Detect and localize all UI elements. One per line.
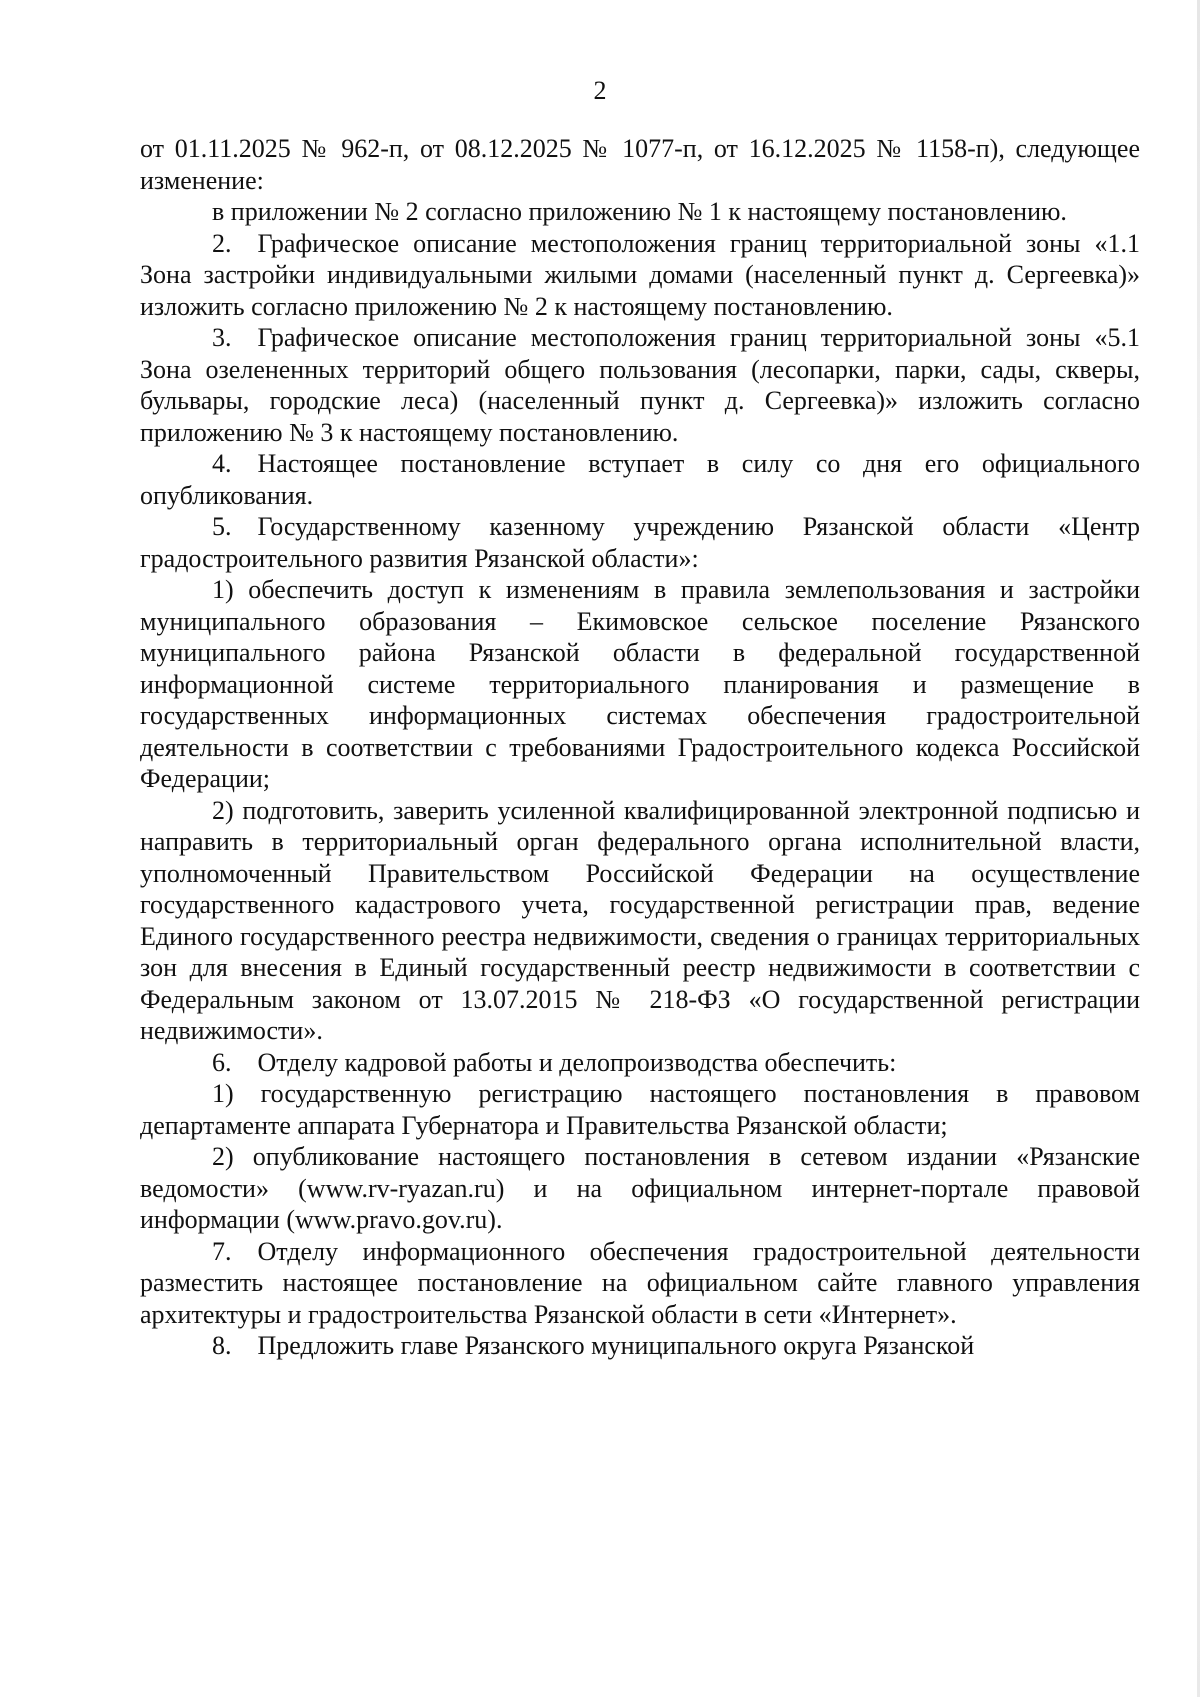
paragraph-item-2: 2. Графическое описание местоположения границ территориальной зоны «1.1 Зона застройки индивидуальными жилыми домами (населенный пункт д. Сергеевка)» изложить согласно приложению № 2 к настоящему постановлению.	[140, 228, 1140, 321]
paragraph-item-8: 8. Предложить главе Рязанского муниципального округа Рязанской	[212, 1331, 975, 1360]
paragraph-appendix-change: в приложении № 2 согласно приложению № 1 к настоящему постановлению.	[212, 197, 1067, 226]
paragraph-item-5-sub-2: 2) подготовить, заверить усиленной квалифицированной электронной подписью и направить в территориальный орган федерального органа исполнительной власти, уполномоченный Правительством Российской Федерации на осуществление государственного кадастрового учета, государственной регистрации прав, ведение Единого государственного реестра недвижимости, сведения о границах территориальных зон для внесения в Единый государственный реестр недвижимости в соответствии с Федеральным законом от 13.07.2015 № 218-ФЗ «О государственной регистрации недвижимости».	[140, 795, 1140, 1045]
paragraph-item-6-sub-1: 1) государственную регистрацию настоящего постановления в правовом департаменте аппарата Губернатора и Правительства Рязанской области;	[140, 1079, 1140, 1140]
paragraph-item-3: 3. Графическое описание местоположения границ территориальной зоны «5.1 Зона озелененных территорий общего пользования (лесопарки, парки, сады, скверы, бульвары, городские леса) (населенный пункт д. Сергеевка)» изложить согласно приложению № 3 к настоящему постановлению.	[140, 323, 1140, 447]
paragraph-item-6: 6. Отделу кадровой работы и делопроизводства обеспечить:	[212, 1047, 897, 1077]
paragraph-item-7: 7. Отделу информационного обеспечения градостроительной деятельности разместить настоящее постановление на официальном сайте главного управления архитектуры и градостроительства Рязанской области в сети «Интернет».	[140, 1236, 1140, 1329]
document-body	[140, 133, 1140, 1362]
paragraph-item-5: 5. Государственному казенному учреждению Рязанской области «Центр градостроительного развития Рязанской области»:	[140, 512, 1140, 573]
paragraph-item-5-sub-1: 1) обеспечить доступ к изменениям в правила землепользования и застройки муниципального образования – Екимовское сельское поселение Рязанского муниципального района Рязанской области в федеральной государственной информационной системе территориального планирования и размещение в государственных информационных системах обеспечения градостроительной деятельности в соответствии с требованиями Градостроительного кодекса Российской Федерации;	[140, 575, 1140, 793]
paragraph-item-4: 4. Настоящее постановление вступает в силу со дня его официального опубликования.	[140, 449, 1140, 510]
paragraph-continuation: от 01.11.2025 № 962-п, от 08.12.2025 № 1077-п, от 16.12.2025 № 1158-п), следующее изменение:	[140, 134, 1140, 195]
page-number: 2	[593, 76, 607, 105]
paragraph-item-6-sub-2: 2) опубликование настоящего постановления в сетевом издании «Рязанские ведомости» (www.rv-ryazan.ru) и на официальном интернет-портале правовой информации (www.pravo.gov.ru).	[140, 1142, 1140, 1234]
